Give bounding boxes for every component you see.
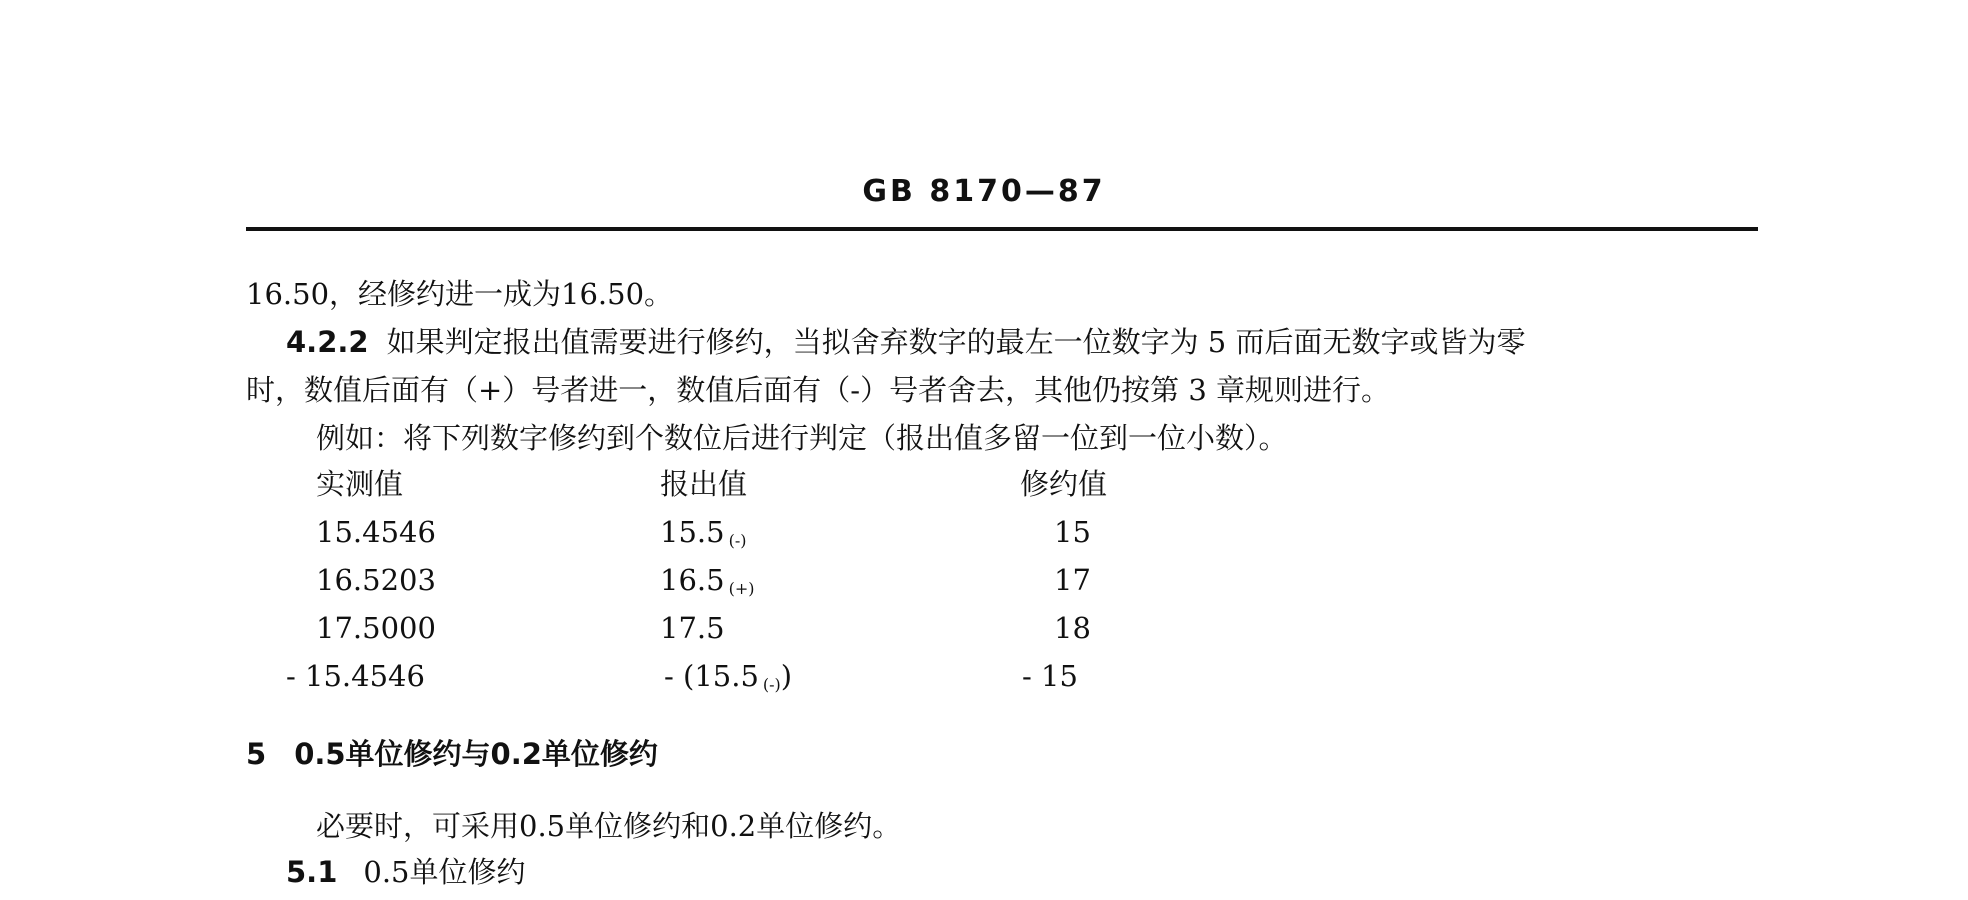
cell-reported — [660, 512, 746, 561]
cell-reported — [664, 656, 792, 705]
table-header-rounded: 修约值 — [1020, 467, 1108, 501]
header-rule — [246, 227, 1758, 231]
reported-value: 15.5 — [660, 515, 725, 549]
reported-sign: (-) — [762, 675, 781, 694]
cell-measured: 17.5000 — [316, 611, 436, 645]
cell-reported — [660, 560, 754, 609]
reported-value: - (15.5 — [664, 659, 759, 693]
subsection-number: 5.1 — [286, 855, 338, 889]
section-5-heading — [246, 734, 658, 774]
reported-value: 16.5 — [660, 563, 725, 597]
cell-measured: 16.5203 — [316, 563, 436, 597]
section-5-body: 必要时，可采用0.5单位修约和0.2单位修约。 — [316, 809, 902, 843]
subsection-title: 0.5单位修约 — [363, 855, 526, 889]
reported-value: 17.5 — [660, 611, 725, 645]
clause-4-2-2-line-2: 时，数值后面有（+）号者进一，数值后面有（-）号者舍去，其他仍按第 3 章规则进行。 — [246, 373, 1390, 407]
cell-rounded: 17 — [1054, 563, 1091, 597]
section-number: 5 — [246, 737, 267, 771]
page-header: GB 8170—87 — [862, 174, 1106, 209]
table-header-reported: 报出值 — [660, 467, 748, 501]
clause-4-2-2-line-1 — [286, 322, 1525, 362]
cell-reported — [660, 608, 725, 648]
clause-text: 如果判定报出值需要进行修约，当拟舍弃数字的最左一位数字为 5 而后面无数字或皆为零 — [386, 325, 1526, 359]
cell-rounded: 15 — [1054, 515, 1091, 549]
reported-sign: (-) — [728, 531, 747, 550]
example-intro: 例如：将下列数字修约到个数位后进行判定（报出值多留一位到一位小数）。 — [316, 421, 1288, 455]
paragraph-continuation: 16.50，经修约进一成为16.50。 — [246, 277, 674, 311]
subsection-5-1-heading — [286, 852, 526, 892]
clause-number: 4.2.2 — [286, 325, 369, 359]
cell-rounded: 18 — [1054, 611, 1091, 645]
section-title: 0.5单位修约与0.2单位修约 — [294, 737, 658, 771]
reported-sign: (+) — [728, 579, 755, 598]
reported-close: ) — [780, 659, 793, 693]
cell-rounded: - 15 — [1022, 659, 1078, 693]
table-header-measured: 实测值 — [316, 467, 404, 501]
cell-measured: - 15.4546 — [286, 659, 425, 693]
cell-measured: 15.4546 — [316, 515, 436, 549]
